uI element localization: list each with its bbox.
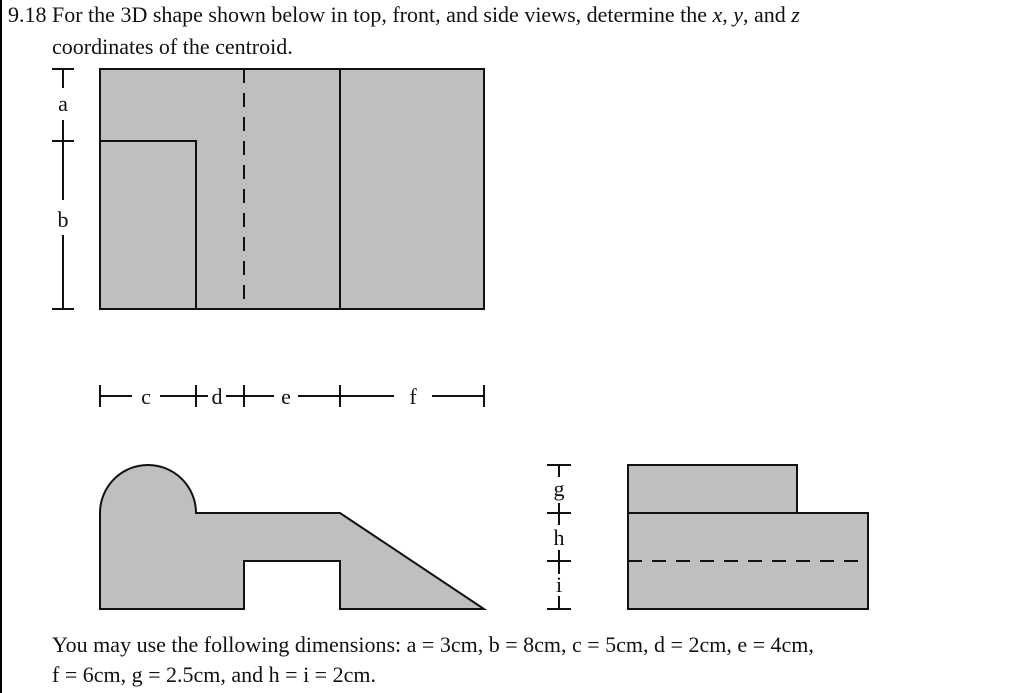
label-f: f — [409, 384, 417, 409]
problem-text: For the 3D shape shown below in top, front, and side views, determine the — [52, 2, 707, 27]
and-word: and — [754, 2, 786, 27]
var-z: z — [791, 2, 800, 27]
label-h: h — [553, 525, 565, 550]
label-g: g — [553, 476, 565, 501]
label-d: d — [211, 384, 223, 409]
dimensions-note-line-2: f = 6cm, g = 2.5cm, and h = i = 2cm. — [52, 662, 376, 687]
problem-statement-line-1: 9.18 For the 3D shape shown below in top, front, and side views, determine the x, y, and z — [8, 2, 800, 27]
problem-number: 9.18 — [8, 2, 47, 27]
dimensions-note-line-1: You may use the following dimensions: a = 3cm, b = 8cm, c = 5cm, d = 2cm, e = 4cm, — [52, 632, 814, 657]
label-a: a — [58, 91, 68, 116]
label-b: b — [57, 207, 69, 232]
front-view — [100, 465, 484, 609]
label-e: e — [281, 384, 291, 409]
var-y: y — [733, 2, 744, 27]
side-view-upper-block — [628, 465, 797, 513]
dimension-cdef — [100, 385, 484, 407]
top-view-outline — [100, 69, 484, 309]
problem-statement-line-2: coordinates of the centroid. — [52, 34, 293, 59]
side-view — [628, 465, 868, 609]
var-x: x — [712, 2, 723, 27]
front-view-profile — [100, 465, 484, 609]
top-view — [100, 69, 484, 309]
label-c: c — [141, 384, 151, 409]
label-i: i — [555, 572, 563, 597]
